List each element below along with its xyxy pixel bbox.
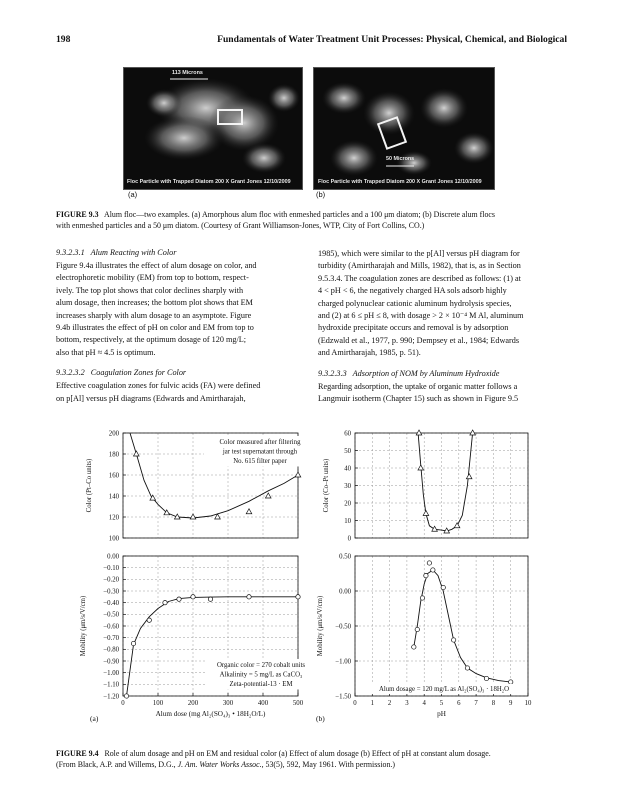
paragraph-coagulation-zones-cont: 1985), which were similar to the p[Al] versus pH diagram for turbidity (Amirtharajah and Mills, 1982), that is, as in Section 9.5.3.4. The coagulation zones are described as follows: (1) at 4 < pH < 6, the negatively charged HA sols adsorb highly charged polynuclear cationic aluminum hydrolysis species, and (2) at 6 ≤ pH ≤ 8, with dosage > 2 × 10⁻⁴ M Al, aluminum hydroxide precipitate occurs and removal is by adsorption (Edzwald et al., 1977, p. 990; Dempsey et al., 1984; Edwards and Amirtharajah, 1985, p. 51). [318, 249, 524, 358]
y-tick-label: 140 [108, 493, 119, 501]
figure-9-4-caption-line2: (From Black, A.P. and Willems, D.G., J. Am. Water Works Assoc., 53(5), 592, May 1961. With permission.) [56, 760, 396, 769]
data-point [246, 509, 252, 514]
paragraph-adsorption-nom: Regarding adsorption, the uptake of organic matter follows a Langmuir isotherm (Chapter 15) such as shown in Figure 9.5 [318, 381, 519, 404]
data-point [295, 472, 301, 477]
x-tick-label: 10 [524, 700, 532, 707]
photo-label-b: (b) [316, 190, 326, 199]
x-axis-label: Alum dose (mg Al₂(SO₄)₃ • 18H₂O/L) [155, 710, 266, 718]
data-point [432, 526, 438, 531]
data-point [296, 595, 300, 599]
color-vs-alum-dose-annotation: jar test supernatant through [222, 448, 298, 456]
scale-label-a: 113 Microns [172, 70, 203, 76]
figure-9-4-caption-line1: Role of alum dosage and pH on EM and residual color (a) Effect of alum dosage (b) Effect of pH at constant alum dosage. [104, 749, 491, 758]
micrograph-a [123, 67, 303, 190]
y-tick-label: −0.20 [103, 576, 119, 584]
mobility-vs-alum-dose-annotation: Alkalinity = 5 mg/L as CaCO₃ [219, 671, 303, 679]
figure-9-4-caption [56, 748, 576, 770]
section-heading-9-3-2-3-2: 9.3.2.3.2 Coagulation Zones for Color [56, 368, 187, 378]
photo-label-a: (a) [128, 190, 138, 199]
data-point [191, 595, 195, 599]
y-tick-label: −1.00 [103, 670, 119, 678]
mobility-vs-alum-dose-annotation: Organic color = 270 cobalt units [216, 662, 306, 669]
y-tick-label: 160 [108, 472, 119, 480]
mobility-vs-ph-plot [355, 556, 528, 696]
figure-9-4-label-a: (a) [90, 714, 99, 723]
data-point [177, 597, 181, 601]
y-tick-label: −1.00 [335, 658, 351, 666]
data-point [190, 514, 196, 519]
data-point [208, 597, 212, 601]
color-vs-ph-plot [355, 430, 528, 538]
figure-9-3-caption-line1: Alum floc—two examples. (a) Amorphous alum floc with enmeshed particles and a 100 μm diatom; (b) Discrete alum flocs [104, 210, 496, 219]
y-tick-label: 180 [108, 451, 119, 459]
x-tick-label: 5 [439, 700, 444, 707]
left-column [56, 248, 304, 405]
paragraph-coagulation-zones: Effective coagulation zones for fulvic acids (FA) were defined on p[Al] versus pH diagrams (Edwards and Amirtharajah, [56, 381, 261, 403]
y-tick-label: −0.80 [103, 646, 119, 654]
y-tick-label: −0.60 [103, 623, 119, 631]
x-tick-label: 6 [457, 700, 461, 707]
y-tick-label: −0.50 [103, 611, 119, 619]
x-tick-label: 7 [474, 700, 478, 707]
y-axis-label: Mobility (μm/s/V/cm) [317, 595, 324, 657]
data-point [147, 618, 151, 622]
y-tick-label: −1.10 [103, 681, 119, 689]
x-tick-label: 2 [387, 700, 392, 707]
y-axis-label: Color (Co–Pt units) [323, 458, 330, 513]
x-tick-label: 100 [152, 700, 164, 707]
micrograph-b-image [314, 68, 494, 189]
y-axis-label: Color (Pt–Co units) [86, 458, 93, 513]
x-tick-label: 1 [370, 700, 375, 707]
data-point [415, 627, 419, 631]
y-tick-label: 20 [344, 500, 351, 508]
data-point [418, 465, 424, 470]
y-tick-label: −0.10 [103, 565, 119, 573]
data-point [163, 600, 167, 604]
data-point [466, 474, 472, 479]
y-tick-label: 60 [344, 430, 351, 438]
y-tick-label: 0 [347, 535, 351, 543]
figure-9-3-caption [56, 209, 568, 231]
color-vs-ph-curve [418, 433, 473, 531]
data-point [420, 596, 424, 600]
data-point [247, 595, 251, 599]
data-point [427, 561, 431, 565]
x-tick-label: 3 [405, 700, 409, 707]
page-number: 198 [56, 34, 71, 45]
y-tick-label: 200 [108, 430, 119, 438]
y-tick-label: 40 [344, 465, 351, 473]
photo-footer-a: Floc Particle with Trapped Diatom 200 X Grant Jones 12/10/2009 [127, 179, 291, 185]
micrograph-b [313, 67, 495, 190]
y-tick-label: 30 [344, 482, 351, 490]
y-tick-label: −0.70 [103, 635, 119, 643]
y-tick-label: 10 [344, 517, 351, 525]
data-point [509, 680, 513, 684]
mobility-vs-ph-annotation: Alum dosage = 120 mg/L as Al₂(SO₄)₃ · 18H₂O [378, 686, 510, 693]
y-tick-label: −0.40 [103, 600, 119, 608]
scale-label-b: 50 Microns [386, 156, 415, 162]
data-point [134, 451, 140, 456]
figure-9-4-label-b: (b) [316, 714, 325, 723]
y-tick-label: 0.50 [339, 553, 351, 561]
x-axis-label: pH [437, 710, 446, 718]
figure-9-4-label: FIGURE 9.4 [56, 749, 99, 758]
y-tick-label: 100 [108, 535, 119, 543]
x-tick-label: 8 [491, 700, 496, 707]
data-point [131, 641, 135, 645]
color-vs-alum-dose-annotation: Color measured after filtering [219, 439, 301, 446]
data-point [470, 430, 476, 435]
y-tick-label: −0.90 [103, 658, 119, 666]
y-tick-label: 0.00 [339, 588, 351, 596]
y-tick-label: −0.30 [103, 588, 119, 596]
data-point [424, 573, 428, 577]
figure-9-4-charts [50, 420, 570, 732]
data-point [441, 585, 445, 589]
x-tick-label: 9 [508, 700, 513, 707]
figure-9-3-caption-line2: with enmeshed particles and a 50 μm diatom. (Courtesy of Grant Williamson-Jones, WTP, City of Fort Collins, CO.) [56, 221, 425, 230]
color-vs-alum-dose-annotation: No. 615 filter paper [233, 458, 287, 466]
y-tick-label: −1.50 [335, 693, 351, 701]
x-tick-label: 0 [353, 700, 357, 707]
section-heading-9-3-2-3-1: 9.3.2.3.1 Alum Reacting with Color [56, 248, 177, 257]
data-point [465, 666, 469, 670]
y-tick-label: 50 [344, 447, 351, 455]
figure-9-3-label: FIGURE 9.3 [56, 210, 99, 219]
y-tick-label: −0.50 [335, 623, 351, 631]
running-title: Fundamentals of Water Treatment Unit Processes: Physical, Chemical, and Biological [217, 34, 567, 45]
data-point [124, 694, 128, 698]
x-tick-label: 0 [121, 700, 125, 707]
y-tick-label: −1.20 [103, 693, 119, 701]
y-tick-label: 0.00 [107, 553, 119, 561]
mobility-vs-alum-dose-annotation: Zeta-potential-13 · EM [229, 681, 293, 689]
section-heading-9-3-2-3-3: 9.3.2.3.3 Adsorption of NOM by Aluminum Hydroxide [318, 368, 500, 378]
x-tick-label: 400 [257, 700, 269, 707]
photo-footer-b: Floc Particle with Trapped Diatom 200 X Grant Jones 12/10/2009 [318, 179, 482, 185]
y-axis-label: Mobility (μm/s/V/cm) [80, 595, 87, 657]
data-point [265, 493, 271, 498]
micrograph-a-image [124, 68, 302, 189]
y-tick-label: 120 [108, 514, 119, 522]
x-tick-label: 200 [187, 700, 199, 707]
data-point [431, 568, 435, 572]
paragraph-alum-color: Figure 9.4a illustrates the effect of alum dosage on color, and electrophoretic mobility (EM) from top to bottom, respect- ively. The top plot shows that color declines sharply with alum dosage, then increases; the bottom plot shows that EM increases sharply with alum dosage to an asymptote. Figure 9.4b illustrates the effect of pH on color and EM from top to bottom, respectively, at the optimum dosage of 120 mg/L; also that pH ≈ 4.5 is optimum. [56, 261, 257, 357]
x-tick-label: 500 [292, 700, 304, 707]
data-point [451, 638, 455, 642]
x-tick-label: 300 [222, 700, 234, 707]
right-column [318, 248, 568, 405]
data-point [416, 430, 422, 435]
data-point [484, 676, 488, 680]
data-point [412, 645, 416, 649]
x-tick-label: 4 [422, 700, 426, 707]
